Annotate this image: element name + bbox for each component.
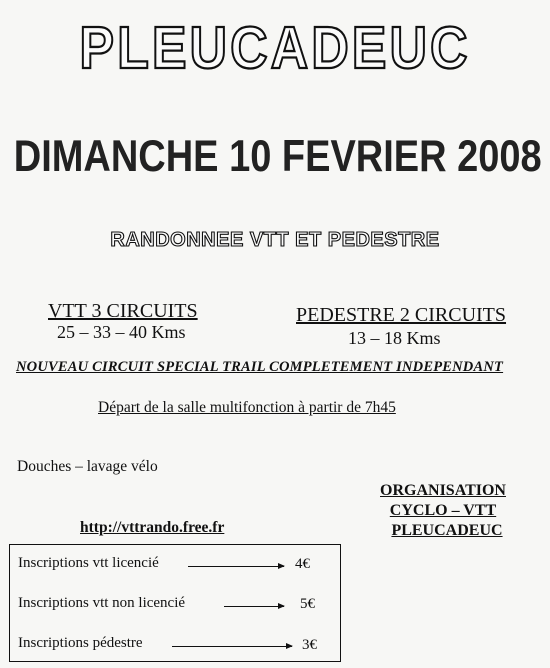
amenities-info: Douches – lavage vélo xyxy=(17,458,158,475)
vtt-circuits-heading: VTT 3 CIRCUITS xyxy=(48,300,198,322)
pedestre-circuits-heading: PEDESTRE 2 CIRCUITS xyxy=(296,304,507,326)
inscription-row-pedestre xyxy=(18,635,143,652)
inscription-label: Inscriptions pédestre xyxy=(18,635,143,651)
inscriptions-price-box xyxy=(9,544,341,662)
special-trail-notice: NOUVEAU CIRCUIT SPECIAL TRAIL COMPLETEMENT INDEPENDANT xyxy=(16,359,504,375)
organisation-town: PLEUCADEUC xyxy=(391,522,503,539)
event-date: DIMANCHE 10 FEVRIER 2008 xyxy=(13,132,542,182)
organisation-club: CYCLO – VTT xyxy=(389,502,497,519)
inscription-label: Inscriptions vtt licencié xyxy=(18,555,159,571)
vtt-distances: 25 – 33 – 40 Kms xyxy=(57,322,186,342)
event-subtitle: RANDONNEE VTT ET PEDESTRE xyxy=(110,229,440,251)
inscription-price: 3€ xyxy=(302,637,317,653)
inscription-row-vtt-licencie xyxy=(18,555,159,572)
pedestre-distances: 13 – 18 Kms xyxy=(348,328,441,348)
arrow-icon xyxy=(172,646,292,647)
inscription-price: 5€ xyxy=(300,596,315,612)
organisation-heading: ORGANISATION xyxy=(380,482,506,499)
inscription-row-vtt-non-licencie xyxy=(18,595,185,612)
arrow-icon xyxy=(224,606,284,607)
arrow-icon xyxy=(188,566,284,567)
departure-info: Départ de la salle multifonction à partir de 7h45 xyxy=(98,399,396,416)
inscription-price: 4€ xyxy=(295,556,310,572)
inscription-label: Inscriptions vtt non licencié xyxy=(18,595,186,611)
event-town-title: PLEUCADEUC xyxy=(79,15,471,82)
website-link[interactable]: http://vttrando.free.fr xyxy=(80,519,225,536)
